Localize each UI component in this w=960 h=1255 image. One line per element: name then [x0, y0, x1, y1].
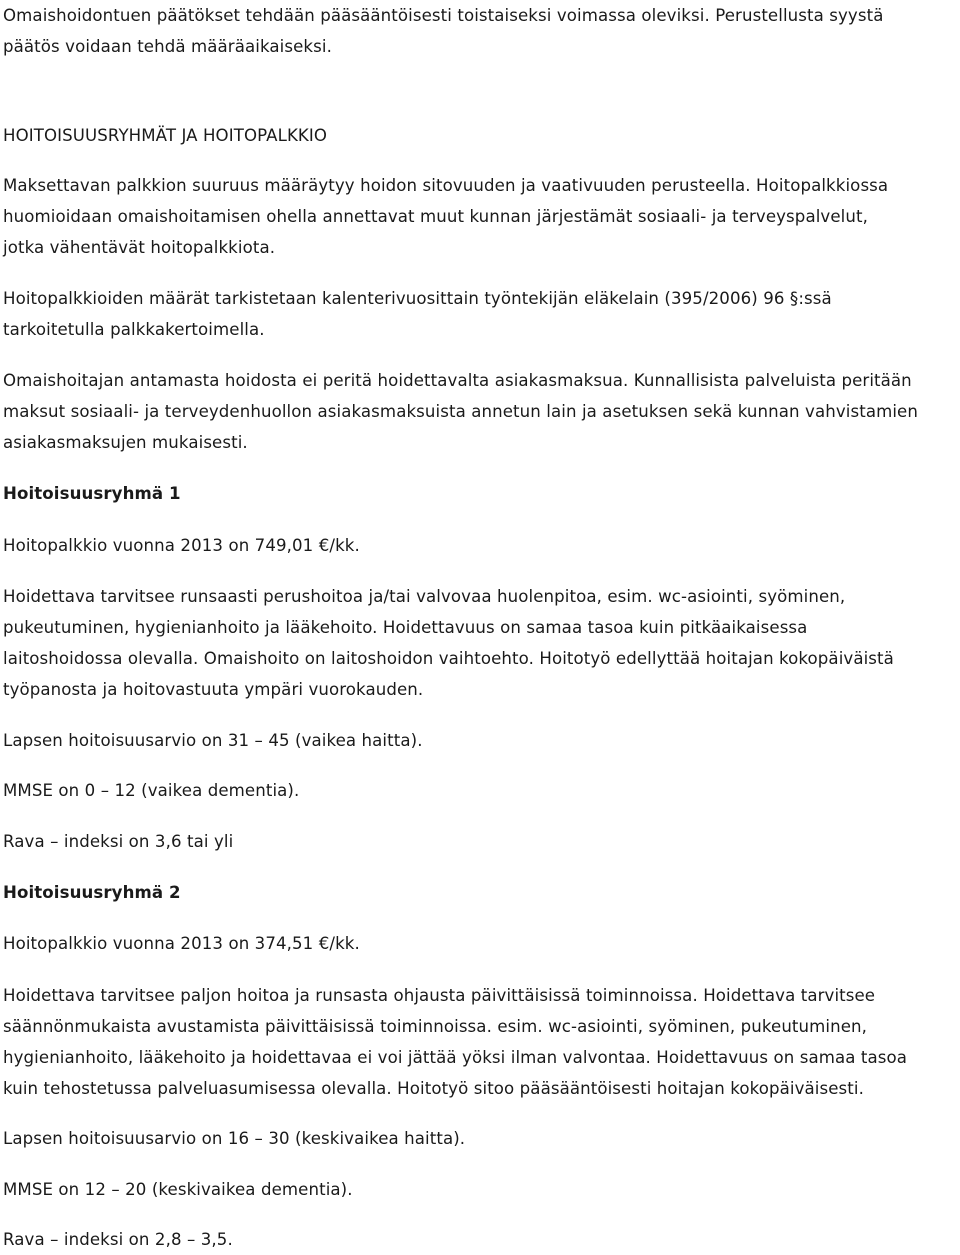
text-line: Hoidettava tarvitsee paljon hoitoa ja runsasta ohjausta päivittäisissä toiminnoissa. Hoidettava tarvitsee — [3, 986, 876, 1005]
group1-child-assessment: Lapsen hoitoisuusarvio on 31 – 45 (vaikea haitta). — [3, 731, 423, 750]
text-line: työpanosta ja hoitovastuuta ympäri vuorokauden. — [3, 680, 424, 699]
paragraph-client-fees — [3, 365, 918, 458]
intro-paragraph — [3, 0, 883, 62]
text-line: Omaishoitajan antamasta hoidosta ei peritä hoidettavalta asiakasmaksua. Kunnallisista palveluista peritään — [3, 371, 912, 390]
text-line: päätös voidaan tehdä määräaikaiseksi. — [3, 37, 332, 56]
text-line: säännönmukaista avustamista päivittäisissä toiminnoissa. esim. wc-asiointi, syöminen, pukeutuminen, — [3, 1017, 868, 1036]
paragraph-fee-basis — [3, 170, 888, 263]
text-line: laitoshoidossa olevalla. Omaishoito on laitoshoidon vaihtoehto. Hoitotyö edellyttää hoitajan kokopäiväistä — [3, 649, 894, 668]
text-line: tarkoitetulla palkkakertoimella. — [3, 320, 265, 339]
text-line: maksut sosiaali- ja terveydenhuollon asiakasmaksuista annetun lain ja asetuksen sekä kunnan vahvistamien — [3, 402, 918, 421]
text-line: kuin tehostetussa palveluasumisessa olevalla. Hoitotyö sitoo pääsääntöisesti hoitajan kokopäiväisesti. — [3, 1079, 864, 1098]
group2-child-assessment: Lapsen hoitoisuusarvio on 16 – 30 (keskivaikea haitta). — [3, 1129, 466, 1148]
group1-heading: Hoitoisuusryhmä 1 — [3, 484, 181, 503]
text-line: hygienianhoito, lääkehoito ja hoidettavaa ei voi jättää yöksi ilman valvontaa. Hoidettavuus on samaa tasoa — [3, 1048, 908, 1067]
paragraph-fee-review — [3, 283, 832, 345]
group2-description — [3, 980, 907, 1104]
text-line: Omaishoidontuen päätökset tehdään pääsääntöisesti toistaiseksi voimassa oleviksi. Perustellusta syystä — [3, 6, 884, 25]
text-line: pukeutuminen, hygienianhoito ja lääkehoito. Hoidettavuus on samaa tasoa kuin pitkäaikaisessa — [3, 618, 808, 637]
text-line: huomioidaan omaishoitamisen ohella annettavat muut kunnan järjestämät sosiaali- ja terveyspalvelut, — [3, 207, 868, 226]
group2-mmse: MMSE on 12 – 20 (keskivaikea dementia). — [3, 1180, 353, 1199]
group2-fee: Hoitopalkkio vuonna 2013 on 374,51 €/kk. — [3, 934, 360, 953]
group2-rava: Rava – indeksi on 2,8 – 3,5. — [3, 1230, 233, 1249]
section-heading: HOITOISUUSRYHMÄT JA HOITOPALKKIO — [3, 126, 328, 145]
text-line: Hoitopalkkioiden määrät tarkistetaan kalenterivuosittain työntekijän eläkelain (395/2006) 96 §:ssä — [3, 289, 832, 308]
group1-rava: Rava – indeksi on 3,6 tai yli — [3, 832, 234, 851]
text-line: Maksettavan palkkion suuruus määräytyy hoidon sitovuuden ja vaativuuden perusteella. Hoitopalkkiossa — [3, 176, 889, 195]
group1-fee: Hoitopalkkio vuonna 2013 on 749,01 €/kk. — [3, 536, 360, 555]
group1-mmse: MMSE on 0 – 12 (vaikea dementia). — [3, 781, 300, 800]
group1-description — [3, 581, 894, 705]
text-line: jotka vähentävät hoitopalkkiota. — [3, 238, 276, 257]
text-line: asiakasmaksujen mukaisesti. — [3, 433, 248, 452]
group2-heading: Hoitoisuusryhmä 2 — [3, 883, 181, 902]
text-line: Hoidettava tarvitsee runsaasti perushoitoa ja/tai valvovaa huolenpitoa, esim. wc-asiointi, syöminen, — [3, 587, 846, 606]
